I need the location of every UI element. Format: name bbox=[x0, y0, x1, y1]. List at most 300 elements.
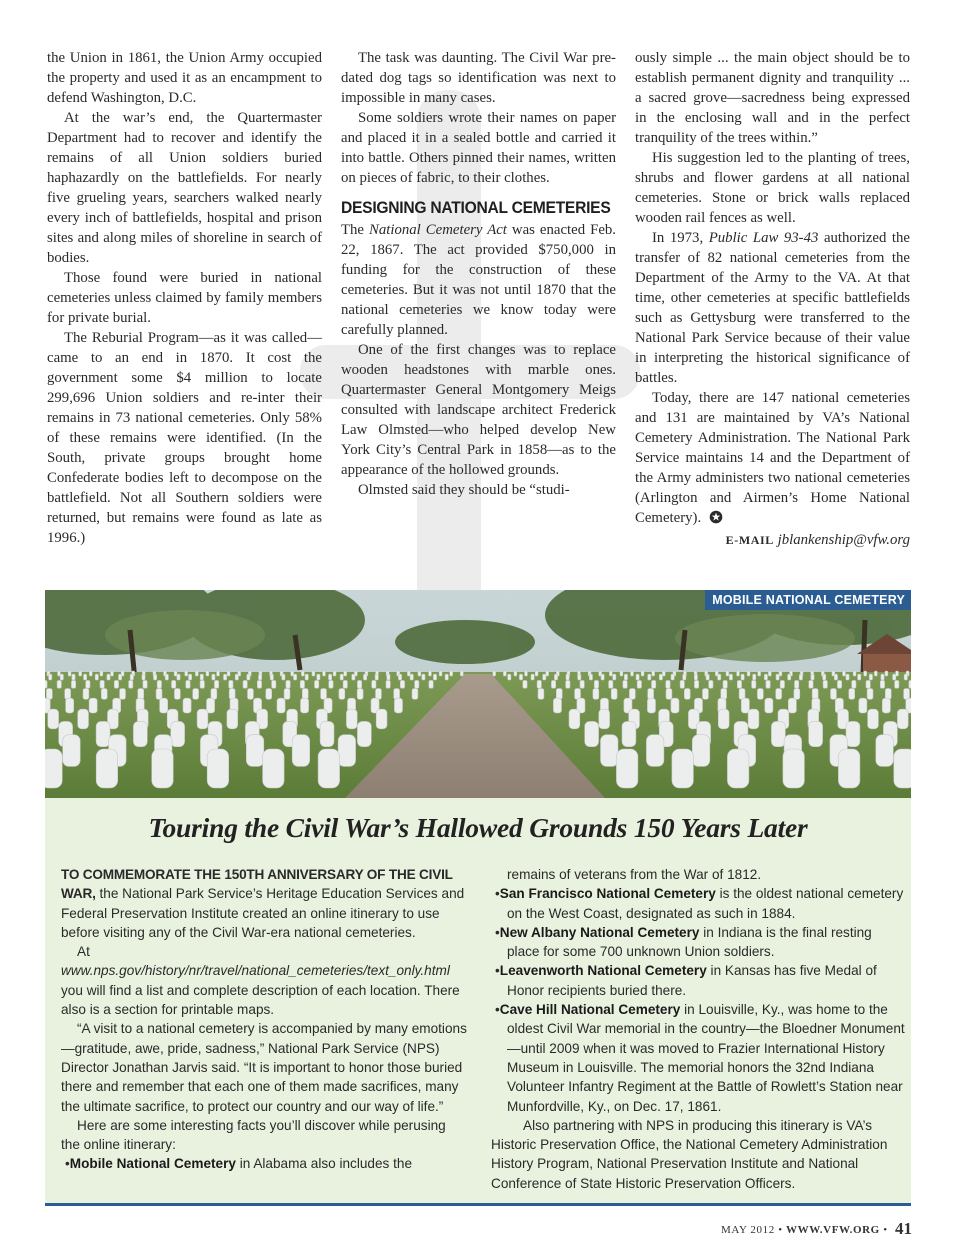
headstone bbox=[794, 689, 800, 700]
headstone bbox=[729, 674, 732, 680]
headstone bbox=[387, 674, 390, 680]
headstone bbox=[133, 721, 147, 746]
headstone bbox=[869, 674, 872, 680]
headstone bbox=[554, 674, 557, 680]
headstone bbox=[609, 680, 613, 688]
headstone bbox=[601, 735, 619, 767]
headstone bbox=[858, 674, 861, 680]
headstone bbox=[672, 749, 694, 788]
headstone bbox=[551, 680, 555, 688]
headstone bbox=[514, 671, 517, 676]
headstone bbox=[838, 749, 860, 788]
headstone bbox=[623, 680, 627, 688]
headstone bbox=[843, 671, 846, 676]
headstone bbox=[415, 680, 419, 688]
headstone bbox=[339, 689, 345, 700]
headstone bbox=[46, 689, 52, 700]
headstone bbox=[535, 671, 538, 676]
headstone bbox=[429, 680, 433, 688]
headstone bbox=[172, 680, 176, 688]
footer-separator: • bbox=[778, 1224, 783, 1236]
headstone bbox=[286, 680, 290, 688]
headstone bbox=[270, 674, 273, 680]
headstone bbox=[876, 735, 894, 767]
headstone bbox=[338, 735, 356, 767]
headstone bbox=[537, 680, 541, 688]
headstone bbox=[834, 674, 837, 680]
headstone bbox=[317, 674, 320, 680]
headstone bbox=[400, 680, 404, 688]
page-footer bbox=[721, 1219, 912, 1239]
headstone bbox=[206, 671, 209, 676]
page-number: 41 bbox=[895, 1219, 912, 1238]
sidebar-closing-paragraph: Also partnering with NPS in producing this itinerary is VA’s Historic Preservation Office, the National Cemetery Administration History Program, National Preservation Institute and National Conference of State Historic Preservation Officers. bbox=[491, 1117, 888, 1191]
headstone bbox=[129, 680, 133, 688]
headstone bbox=[723, 680, 727, 688]
headstone bbox=[79, 671, 82, 676]
article-column-2 bbox=[341, 48, 616, 500]
sidebar-title: Touring the Civil War’s Hallowed Grounds 150 Years Later bbox=[148, 812, 808, 843]
headstone bbox=[195, 671, 198, 676]
sidebar-paragraph-3: “A visit to a national cemetery is accompanied by many emotions—gratitude, awe, pride, sadness,” National Park Service (NPS) Director Jonathan Jarvis said. “It is important to honor those buried there and remember that each one of them made sacrifices, many the ultimate sacrifice, to protect our country and our way of life.” bbox=[61, 1021, 467, 1114]
headstone bbox=[629, 689, 635, 700]
headstone bbox=[594, 680, 598, 688]
col1-paragraph-3: Those found were buried in national cemeteries unless claimed by family members for private burial. bbox=[47, 270, 322, 326]
headstone bbox=[120, 689, 126, 700]
headstone bbox=[737, 671, 740, 676]
col3-paragraph-2: His suggestion led to the planting of trees, shrubs and flower gardens at all national cemeteries. Stone or brick walls replaced wooden rail fences as well. bbox=[635, 150, 910, 226]
fact-item-cave-hill: •Cave Hill National Cemetery in Louisville, Ky., was home to the oldest Civil War memorial in the country—the Bloedner Monument—until 2009 when it was moved to Frazier International History Museum in Louisville. The memorial honors the 32nd Indiana Volunteer Infantry Regiment at the Battle of Rowlett’s Station near Munfordville, Ky., on Dec. 17, 1861. bbox=[495, 1002, 905, 1114]
headstone bbox=[100, 680, 104, 688]
headstone bbox=[259, 674, 262, 680]
headstone bbox=[519, 674, 522, 680]
headstone bbox=[143, 680, 147, 688]
headstone bbox=[599, 709, 610, 729]
headstone bbox=[659, 674, 662, 680]
cemetery-illustration bbox=[45, 590, 911, 798]
headstone bbox=[569, 709, 580, 729]
end-mark-icon bbox=[709, 510, 723, 524]
headstone bbox=[294, 674, 297, 680]
headstone bbox=[357, 680, 361, 688]
headstone bbox=[747, 671, 750, 676]
col2-paragraph-1: The task was daunting. The Civil War pre-dated dog tags so identification was next to impossible in many cases. bbox=[341, 50, 616, 106]
headstone bbox=[305, 674, 308, 680]
headstone bbox=[809, 680, 813, 688]
headstone bbox=[783, 749, 805, 788]
sidebar-lead-in: TO COMMEMORATE THE 150TH ANNIVERSARY OF THE CIVIL WAR, bbox=[61, 867, 453, 902]
headstone bbox=[637, 680, 641, 688]
headstone bbox=[227, 671, 230, 676]
headstone bbox=[823, 674, 826, 680]
headstone bbox=[207, 749, 229, 788]
law-name: Public Law 93-43 bbox=[708, 230, 819, 246]
headstone bbox=[648, 674, 651, 680]
cemetery-photo bbox=[45, 590, 911, 798]
col2-paragraph-5: Olmsted said they should be “studi- bbox=[358, 482, 570, 498]
headstone bbox=[652, 671, 655, 676]
headstone bbox=[748, 709, 759, 729]
headstone bbox=[671, 698, 679, 713]
headstone bbox=[823, 680, 827, 688]
headstone bbox=[503, 671, 506, 676]
headstone bbox=[718, 709, 729, 729]
headstone bbox=[508, 674, 511, 680]
headstone bbox=[394, 689, 400, 700]
headstone bbox=[343, 680, 347, 688]
headstone bbox=[89, 671, 92, 676]
headstone bbox=[72, 674, 75, 680]
headstone bbox=[57, 680, 61, 688]
headstone bbox=[398, 674, 401, 680]
headstone bbox=[809, 721, 823, 746]
headstone bbox=[739, 689, 745, 700]
headstone bbox=[556, 689, 562, 700]
headstone bbox=[859, 698, 867, 713]
headstone bbox=[272, 680, 276, 688]
headstone bbox=[846, 674, 849, 680]
article-column-3 bbox=[635, 48, 910, 550]
headstone bbox=[439, 671, 442, 676]
headstone bbox=[776, 674, 779, 680]
headstone bbox=[318, 749, 340, 788]
headstone bbox=[45, 680, 47, 688]
headstone bbox=[909, 680, 911, 688]
headstone bbox=[266, 689, 272, 700]
headstone bbox=[107, 674, 110, 680]
col1-paragraph-1: the Union in 1861, the Union Army occupied the property and used it as an encampment to defend Washington, D.C. bbox=[47, 50, 322, 106]
headstone bbox=[631, 671, 634, 676]
headstone bbox=[893, 674, 896, 680]
headstone bbox=[49, 674, 52, 680]
headstone bbox=[200, 680, 204, 688]
headstone bbox=[333, 671, 336, 676]
headstone bbox=[224, 674, 227, 680]
headstone bbox=[765, 698, 773, 713]
headstone bbox=[189, 674, 192, 680]
headstone bbox=[60, 674, 63, 680]
headstone bbox=[193, 689, 199, 700]
sidebar-column-left bbox=[61, 865, 468, 1174]
headstone bbox=[684, 689, 690, 700]
fact-item-mobile: •Mobile National Cemetery in Alabama also includes the bbox=[65, 1156, 413, 1172]
headstone bbox=[721, 689, 727, 700]
headstone bbox=[410, 674, 413, 680]
headstone bbox=[100, 671, 103, 676]
headstone bbox=[622, 721, 636, 746]
headstone bbox=[776, 689, 782, 700]
headstone bbox=[694, 674, 697, 680]
headstone bbox=[246, 735, 263, 767]
headstone bbox=[119, 674, 122, 680]
headstone bbox=[340, 674, 343, 680]
author-email-line bbox=[635, 530, 910, 550]
headstone bbox=[799, 674, 802, 680]
headstone bbox=[372, 680, 376, 688]
headstone bbox=[364, 674, 367, 680]
headstone bbox=[795, 680, 799, 688]
headstone bbox=[248, 689, 254, 700]
headstone bbox=[174, 689, 180, 700]
headstone bbox=[229, 680, 233, 688]
headstone bbox=[171, 721, 185, 746]
headstone bbox=[780, 680, 784, 688]
headstone bbox=[753, 674, 756, 680]
email-label: E-MAIL bbox=[725, 533, 774, 547]
headstone bbox=[344, 671, 347, 676]
sidebar-column-right bbox=[491, 865, 905, 1193]
headstone bbox=[429, 671, 432, 676]
headstone bbox=[165, 674, 168, 680]
headstone bbox=[624, 674, 627, 680]
headstone bbox=[553, 698, 561, 713]
headstone bbox=[312, 671, 315, 676]
headstone bbox=[648, 689, 654, 700]
headstone bbox=[96, 749, 118, 788]
col2-paragraph-2: Some soldiers wrote their names on paper and placed it in a sealed bottle and carried it into battle. Others pinned their names, written on pieces of fabric, to their clothes. bbox=[341, 110, 616, 186]
headstone bbox=[613, 674, 616, 680]
sidebar-paragraph-1: TO COMMEMORATE THE 150TH ANNIVERSARY OF THE CIVIL WAR, the National Park Service’s Heritage Education Services and Federal Preservation Institute created an online itinerary to use before visiting any of the Civil War-era national cemeteries. bbox=[61, 867, 465, 940]
headstone bbox=[111, 671, 114, 676]
headstone bbox=[868, 709, 879, 729]
headstone bbox=[174, 671, 177, 676]
headstone bbox=[866, 680, 870, 688]
headstone bbox=[130, 674, 133, 680]
headstone bbox=[183, 698, 191, 713]
headstone bbox=[788, 674, 791, 680]
headstone bbox=[837, 680, 841, 688]
headstone bbox=[156, 689, 162, 700]
headstone bbox=[301, 698, 309, 713]
headstone bbox=[394, 698, 402, 713]
headstone bbox=[662, 671, 665, 676]
headstone bbox=[493, 671, 496, 676]
headstone bbox=[65, 689, 71, 700]
headstone bbox=[357, 689, 363, 700]
headstone bbox=[846, 721, 860, 746]
headstone bbox=[154, 674, 157, 680]
headstone bbox=[580, 680, 584, 688]
headstone bbox=[585, 721, 599, 746]
headstone bbox=[525, 671, 528, 676]
col1-paragraph-2: At the war’s end, the Quartermaster Department had to recover and identify the remains of all Union soldiers buried haphazardly on the battlefields. For nearly five grueling years, searchers walked nearly every inch of battlefields, hospital and prison sites and along miles of shoreline in search of bodies. bbox=[47, 110, 322, 266]
headstone bbox=[647, 698, 655, 713]
headstone bbox=[214, 680, 218, 688]
website-link[interactable]: WWW.VFW.ORG bbox=[786, 1224, 880, 1236]
headstone bbox=[771, 721, 785, 746]
headstone bbox=[757, 689, 763, 700]
headstone bbox=[703, 689, 709, 700]
headstone bbox=[538, 689, 544, 700]
headstone bbox=[346, 709, 357, 729]
section-heading-designing: DESIGNING NATIONAL CEMETERIES bbox=[341, 198, 611, 217]
headstone bbox=[616, 749, 638, 788]
headstone bbox=[96, 721, 110, 746]
headstone bbox=[45, 749, 62, 788]
headstone bbox=[263, 749, 285, 788]
headstone bbox=[727, 749, 749, 788]
headstone bbox=[867, 689, 873, 700]
headstone bbox=[852, 680, 856, 688]
headstone bbox=[646, 735, 664, 767]
headstone bbox=[323, 671, 326, 676]
headstone bbox=[375, 674, 378, 680]
headstone bbox=[768, 671, 771, 676]
headstone bbox=[68, 671, 71, 676]
headstone bbox=[812, 689, 818, 700]
headstone bbox=[186, 680, 190, 688]
headstone bbox=[726, 671, 729, 676]
headstone bbox=[412, 689, 418, 700]
headstone bbox=[849, 689, 855, 700]
headstone bbox=[407, 671, 410, 676]
headstone bbox=[897, 709, 908, 729]
headstone bbox=[329, 674, 332, 680]
headstone bbox=[177, 674, 180, 680]
headstone bbox=[741, 698, 749, 713]
headstone bbox=[683, 674, 686, 680]
col3-paragraph-3: In 1973, Public Law 93-43 authorized the transfer of 82 national cemeteries from the Department of the Army to the VA. At that time, other cemeteries at specific battlefields such as Gettysburg were transferred to the National Park Service because of their value in interpreting the historical significance of battles. bbox=[635, 230, 910, 386]
col3-paragraph-4: Today, there are 147 national cemeteries and 131 are maintained by VA’s National Cemetery Administration. The National Park Service maintains 14 and the Department of the Army administers two national cemeteries (Arlington and Airmen’s Home National Cemetery). bbox=[635, 390, 910, 526]
headstone bbox=[694, 680, 698, 688]
article-column-1 bbox=[47, 48, 322, 548]
headstone bbox=[706, 674, 709, 680]
headstone bbox=[885, 671, 888, 676]
headstone bbox=[86, 680, 90, 688]
headstone bbox=[445, 674, 448, 680]
headstone bbox=[78, 709, 89, 729]
headstone bbox=[302, 689, 308, 700]
col2-paragraph-4: One of the first changes was to replace wooden headstones with marble ones. Quartermaster General Montgomery Meigs consulted with landscape architect Frederick Law Olmsted—who helped develop New York City’s Central Park in 1858—as to the appearance of the hollowed grounds. bbox=[341, 342, 616, 478]
headstone bbox=[247, 674, 250, 680]
issue-date: MAY 2012 bbox=[721, 1224, 775, 1236]
headstone bbox=[212, 674, 215, 680]
headstone bbox=[752, 680, 756, 688]
headstone bbox=[114, 680, 118, 688]
headstone bbox=[853, 671, 856, 676]
headstone bbox=[152, 749, 174, 788]
headstone bbox=[543, 674, 546, 680]
headstone bbox=[460, 671, 463, 676]
col1-paragraph-4: The Reburial Program—as it was called—came to an end in 1870. It cost the government some $4 million to locate 299,696 Union soldiers and re-inter their remains in 73 national cemeteries. Only 58% of these remains were identified. (In the South, private groups brought home Confederate bodies left to decompose on the battlefield. Not all Southern soldiers were returned, but remains were found as late as 1996.) bbox=[47, 330, 322, 546]
headstone bbox=[357, 721, 371, 746]
headstone bbox=[601, 674, 604, 680]
headstone bbox=[578, 674, 581, 680]
headstone bbox=[609, 671, 612, 676]
itinerary-url-link[interactable]: www.nps.gov/history/nr/travel/national_cemeteries/text_only.html bbox=[61, 963, 450, 979]
headstone bbox=[741, 674, 744, 680]
headstone bbox=[737, 680, 741, 688]
headstone bbox=[243, 680, 247, 688]
headstone bbox=[652, 680, 656, 688]
headstone bbox=[666, 689, 672, 700]
headstone bbox=[758, 671, 761, 676]
headstone bbox=[811, 674, 814, 680]
headstone bbox=[101, 689, 107, 700]
headstone bbox=[680, 680, 684, 688]
headstone bbox=[217, 671, 220, 676]
headstone bbox=[282, 674, 285, 680]
footer-separator-2: • bbox=[883, 1224, 888, 1236]
headstone bbox=[904, 674, 907, 680]
headstone bbox=[321, 689, 327, 700]
headstone bbox=[575, 689, 581, 700]
headstone bbox=[881, 674, 884, 680]
headstone bbox=[450, 671, 453, 676]
headstone bbox=[692, 735, 710, 767]
headstone bbox=[200, 674, 203, 680]
headstone bbox=[880, 680, 884, 688]
headstone bbox=[611, 689, 617, 700]
headstone bbox=[764, 674, 767, 680]
headstone bbox=[376, 709, 387, 729]
headstone bbox=[84, 674, 87, 680]
email-address-link[interactable]: jblankenship@vfw.org bbox=[777, 532, 910, 548]
headstone bbox=[620, 671, 623, 676]
headstone bbox=[48, 709, 59, 729]
headstone bbox=[292, 735, 310, 767]
headstone bbox=[718, 674, 721, 680]
headstone bbox=[138, 689, 144, 700]
headstone bbox=[229, 689, 235, 700]
headstone bbox=[157, 680, 161, 688]
headstone bbox=[89, 698, 97, 713]
headstone bbox=[235, 674, 238, 680]
headstone bbox=[95, 674, 98, 680]
headstone bbox=[352, 674, 355, 680]
headstone bbox=[185, 671, 188, 676]
headstone bbox=[531, 674, 534, 680]
headstone bbox=[566, 674, 569, 680]
photo-caption-tag: MOBILE NATIONAL CEMETERY bbox=[705, 590, 911, 610]
headstone bbox=[566, 680, 570, 688]
headstone bbox=[160, 698, 168, 713]
headstone bbox=[885, 689, 891, 700]
headstone bbox=[874, 671, 877, 676]
headstone bbox=[709, 680, 713, 688]
headstone bbox=[589, 674, 592, 680]
headstone bbox=[895, 680, 899, 688]
headstone bbox=[301, 671, 304, 676]
headstone bbox=[71, 680, 75, 688]
headstone bbox=[546, 671, 549, 676]
headstone bbox=[142, 674, 145, 680]
headstone bbox=[257, 680, 261, 688]
headstone bbox=[211, 689, 217, 700]
col2-paragraph-3: The National Cemetery Act was enacted Feb. 22, 1867. The act provided $750,000 in funding for the construction of these cemeteries. But it was not until 1870 that the national cemeteries we know today were carefully planned. bbox=[341, 222, 616, 338]
fact-item-leavenworth: •Leavenworth National Cemetery in Kansas has five Medal of Honor recipients buried there. bbox=[495, 963, 877, 998]
headstone bbox=[636, 674, 639, 680]
act-name: National Cemetery Act bbox=[369, 222, 507, 238]
headstone bbox=[83, 689, 89, 700]
headstone bbox=[766, 680, 770, 688]
headstone bbox=[376, 689, 382, 700]
headstone bbox=[894, 749, 911, 788]
headstone bbox=[329, 680, 333, 688]
headstone bbox=[227, 709, 238, 729]
headstone bbox=[641, 671, 644, 676]
fact-item-san-francisco: •San Francisco National Cemetery is the oldest national cemetery on the West Coast, designated as such in 1884. bbox=[495, 886, 904, 921]
headstone bbox=[523, 680, 527, 688]
headstone bbox=[882, 698, 890, 713]
headstone bbox=[593, 689, 599, 700]
headstone bbox=[671, 674, 674, 680]
headstone bbox=[386, 680, 390, 688]
headstone bbox=[291, 671, 294, 676]
headstone bbox=[300, 680, 304, 688]
fact-item-mobile-cont: remains of veterans from the War of 1812. bbox=[507, 867, 762, 882]
headstone bbox=[66, 698, 74, 713]
